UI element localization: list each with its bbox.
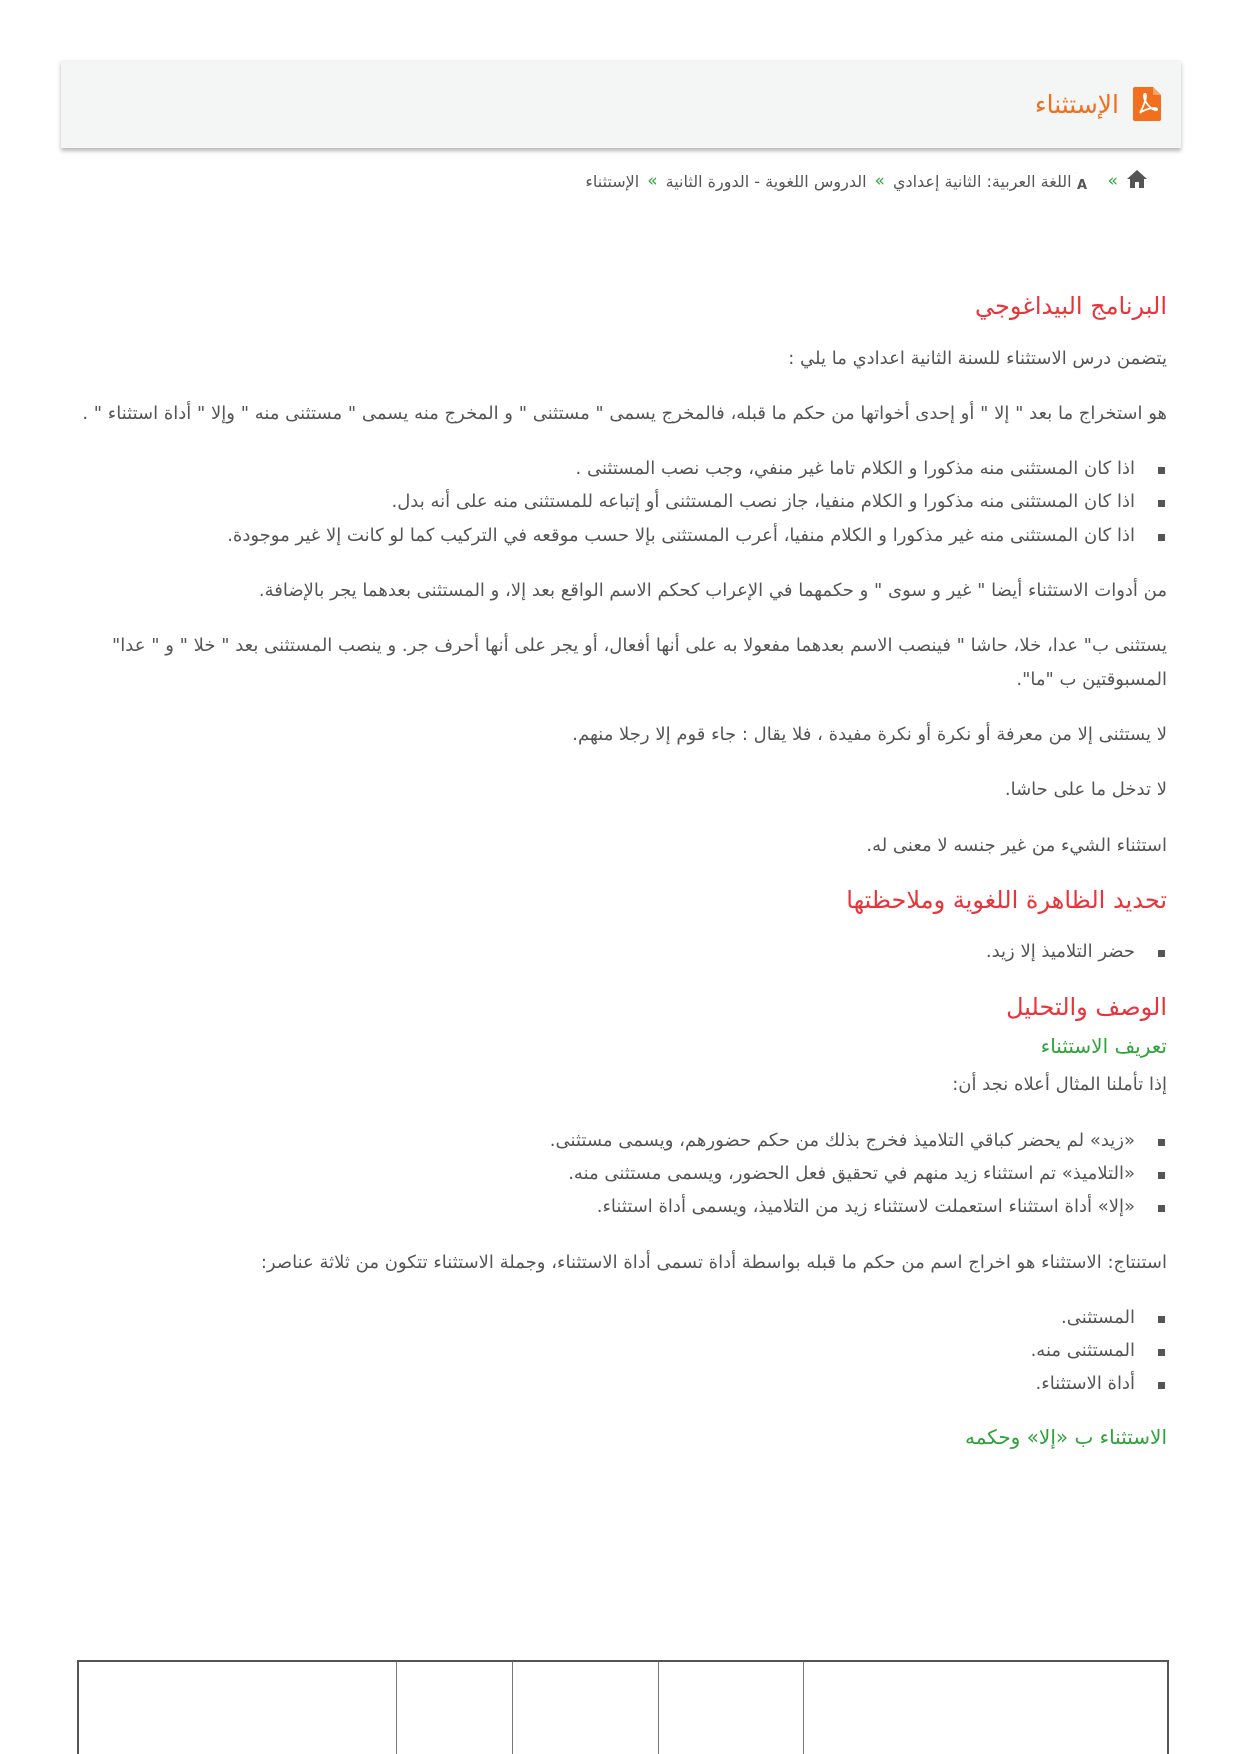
section-title-phenomenon: تحديد الظاهرة اللغوية وملاحظتها — [846, 885, 1167, 914]
paragraph: يتضمن درس الاستثناء للسنة الثانية اعدادي ما يلي : — [788, 347, 1167, 369]
paragraph: لا يستثنى إلا من معرفة أو نكرة أو نكرة مفيدة ، فلا يقال : جاء قوم إلا رجلا منهم. — [572, 723, 1167, 745]
rules-table — [77, 1660, 1169, 1754]
list-item: المستثنى. — [77, 1301, 1135, 1334]
page-title: الإستثناء — [1034, 89, 1119, 119]
paragraph: استثناء الشيء من غير جنسه لا معنى له. — [866, 834, 1167, 856]
lesson-content — [77, 290, 1167, 1467]
subsection-title-definition: تعريف الاستثناء — [1040, 1034, 1167, 1059]
example-list — [77, 935, 1167, 968]
breadcrumb-separator: » — [874, 171, 885, 191]
list-item: اذا كان المستثنى منه مذكورا و الكلام منفيا، جاز نصب المستثنى أو إتباعه للمستثنى منه على أنه بدل. — [77, 485, 1135, 518]
table-column-divider — [512, 1662, 513, 1754]
paragraph: هو استخراج ما بعد " إلا " أو إحدى أخواتها من حكم ما قبله، فالمخرج يسمى " مستثنى " و المخرج منه يسمى " مستثنى منه " وإلا " أداة استثناء " . — [82, 402, 1167, 424]
paragraph: من أدوات الاستثناء أيضا " غير و سوى " و حكمهما في الإعراب كحكم الاسم الواقع بعد إلا، و المستثنى بعدهما يجر بالإضافة. — [258, 580, 1167, 602]
pdf-icon[interactable] — [1133, 87, 1161, 121]
breadcrumb-item-current: الإستثناء — [585, 171, 640, 191]
list-item: «إلا» أداة استثناء استعملت لاستثناء زيد من التلاميذ، ويسمى أداة استثناء. — [77, 1190, 1135, 1223]
list-item: حضر التلاميذ إلا زيد. — [77, 935, 1135, 968]
svg-text:A: A — [1076, 178, 1087, 190]
section-title-program: البرنامج البيداغوجي — [975, 292, 1167, 320]
list-item: أداة الاستثناء. — [77, 1367, 1135, 1400]
home-icon[interactable] — [1126, 169, 1148, 193]
breadcrumb-item-subject[interactable]: اللغة العربية: الثانية إعدادي — [892, 171, 1072, 191]
subsection-title-illa: الاستثناء ب «إلا» وحكمه — [964, 1424, 1167, 1449]
list-item: اذا كان المستثنى منه غير مذكورا و الكلام منفيا، أعرب المستثنى بإلا حسب موقعه في التركيب كما لو كانت إلا غير موجودة. — [77, 519, 1135, 552]
paragraph: إذا تأملنا المثال أعلاه نجد أن: — [952, 1074, 1167, 1096]
list-item: اذا كان المستثنى منه مذكورا و الكلام تاما غير منفي، وجب نصب المستثنى . — [77, 452, 1135, 485]
paragraph: يستثنى ب" عدا، خلا، حاشا " فينصب الاسم بعدهما مفعولا به على أنها أفعال، أو يجر على أنها أحرف جر. و ينصب المستثنى بعد " خلا " و " عدا" المسبوقتين ب "ما". — [112, 635, 1167, 690]
breadcrumb — [60, 168, 1148, 194]
table-column-divider — [658, 1662, 659, 1754]
breadcrumb-separator: » — [647, 171, 658, 191]
table-column-divider — [396, 1662, 397, 1754]
table-column-divider — [803, 1662, 804, 1754]
paragraph: لا تدخل ما على حاشا. — [1004, 779, 1167, 801]
translate-icon — [1076, 168, 1100, 194]
section-title-analysis: الوصف والتحليل — [1006, 992, 1167, 1021]
list-item: «زيد» لم يحضر كباقي التلاميذ فخرج بذلك من حكم حضورهم، ويسمى مستثنى. — [77, 1124, 1135, 1157]
analysis-list — [77, 1124, 1167, 1224]
paragraph: استنتاج: الاستثناء هو اخراج اسم من حكم ما قبله بواسطة أداة تسمى أداة الاستثناء، وجملة الاستثناء تتكون من ثلاثة عناصر: — [260, 1251, 1167, 1273]
page-header — [61, 60, 1181, 148]
list-item: «التلاميذ» تم استثناء زيد منهم في تحقيق فعل الحضور، ويسمى مستثنى منه. — [77, 1157, 1135, 1190]
list-item: المستثنى منه. — [77, 1334, 1135, 1367]
breadcrumb-separator: » — [1107, 171, 1118, 191]
breadcrumb-item-lessons[interactable]: الدروس اللغوية - الدورة الثانية — [665, 171, 867, 191]
rules-list — [77, 452, 1167, 552]
elements-list — [77, 1301, 1167, 1401]
